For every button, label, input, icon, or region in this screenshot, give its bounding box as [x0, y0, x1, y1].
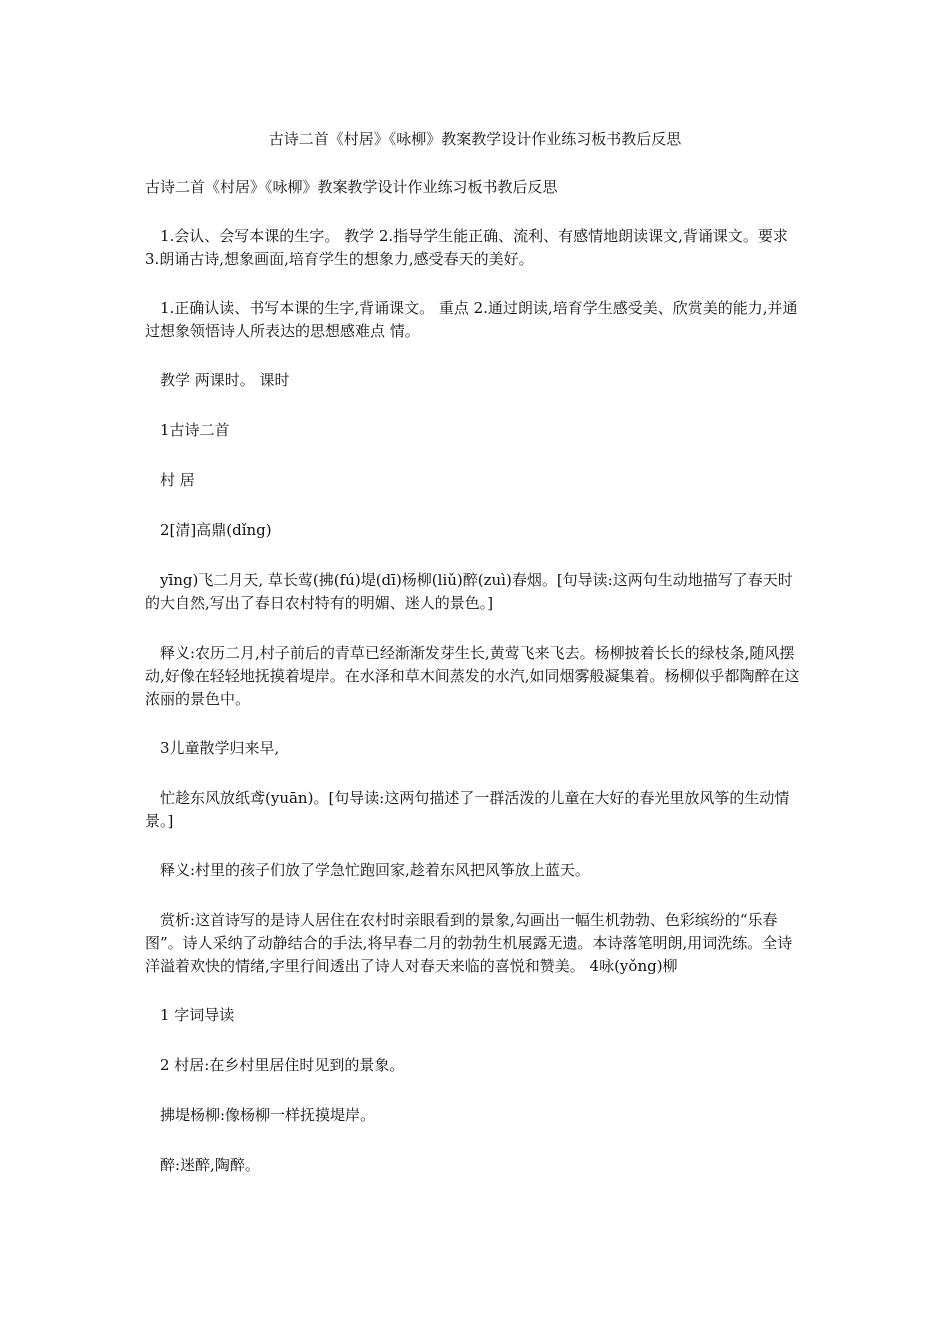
- poem-line-paragraph: 3儿童散学归来早,: [160, 739, 280, 757]
- explanation-paragraph: 释义:村里的孩子们放了学急忙跑回家,趁着东风把风筝放上蓝天。: [160, 861, 590, 879]
- lesson-heading: 1古诗二首: [160, 421, 230, 439]
- poem-title: 村 居: [160, 471, 195, 489]
- class-hours-paragraph: 教学 两课时。 课时: [160, 371, 290, 389]
- key-points-paragraph: 1.正确认读、书写本课的生字,背诵课文。 重点 2.通过朗读,培育学生感受美、欣赏美的能力,并通过想象领悟诗人所表达的思想感难点 情。: [145, 299, 798, 340]
- poem-line-paragraph: yīng)飞二月天, 草长莺(拂(fú)堤(dī)杨柳(liǔ)醉(zuì)春烟。[句导读:这两句生动地描写了春天时的大自然,写出了春日农村特有的明媚、迷人的景色。]: [145, 571, 793, 612]
- document-title: 古诗二首《村居》《咏柳》教案教学设计作业练习板书教后反思: [268, 130, 682, 148]
- objectives-paragraph: 1.会认、会写本课的生字。 教学 2.指导学生能正确、流利、有感情地朗读课文,背诵课文。要求 3.朗诵古诗,想象画面,培育学生的想象力,感受春天的美好。: [145, 227, 788, 268]
- document-body: [145, 176, 805, 1177]
- vocab-item: 拂堤杨柳:像杨柳一样抚摸堤岸。: [160, 1106, 376, 1124]
- poem-line-paragraph: 忙趁东风放纸鸢(yuān)。[句导读:这两句描述了一群活泼的儿童在大好的春光里放风筝的生动情景。]: [145, 789, 790, 830]
- vocab-heading: 1 字词导读: [160, 1006, 235, 1024]
- vocab-item: 2 村居:在乡村里居住时见到的景象。: [160, 1056, 405, 1074]
- vocab-item: 醉:迷醉,陶醉。: [160, 1156, 260, 1174]
- subtitle-paragraph: 古诗二首《村居》《咏柳》教案教学设计作业练习板书教后反思: [145, 178, 558, 196]
- explanation-paragraph: 释义:农历二月,村子前后的青草已经渐渐发芽生长,黄莺飞来飞去。杨柳披着长长的绿枝条,随风摆动,好像在轻轻地抚摸着堤岸。在水泽和草木间蒸发的水汽,如同烟雾般凝集着。杨柳似乎都陶醉在这浓丽的景色中。: [145, 644, 800, 708]
- poem-author: 2[清]高鼎(dǐng): [160, 521, 272, 539]
- appreciation-paragraph: 赏析:这首诗写的是诗人居住在农村时亲眼看到的景象,勾画出一幅生机勃勃、色彩缤纷的“乐春图”。诗人采纳了动静结合的手法,将早春二月的勃勃生机展露无遗。本诗落笔明朗,用词洗练。全诗洋溢着欢快的情绪,字里行间透出了诗人对春天来临的喜悦和赞美。 4咏(yǒng)柳: [145, 911, 793, 975]
